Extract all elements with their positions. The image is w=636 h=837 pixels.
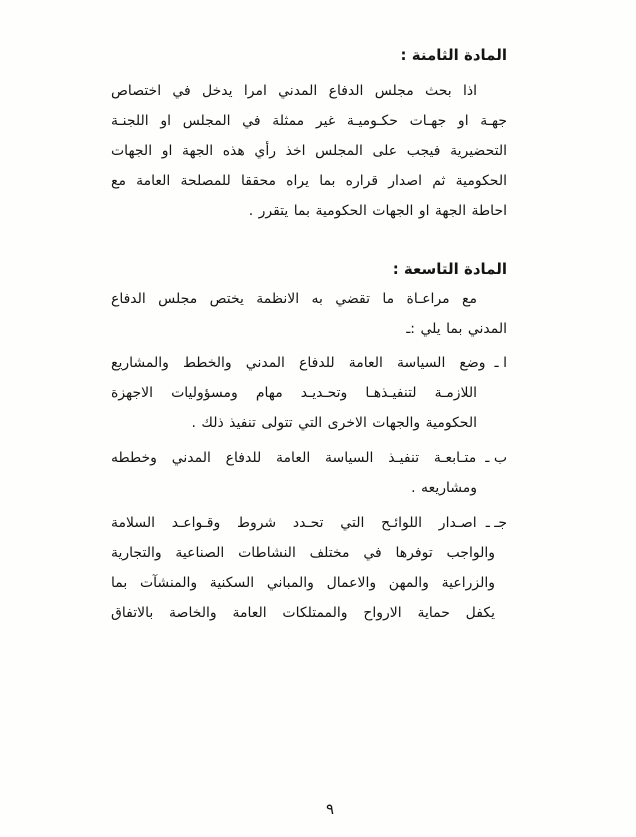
paragraph-line: المدني بما يلي :ـ bbox=[406, 321, 507, 337]
list-item-line: اصـدار اللوائـح التي تحـدد شروط وقـواعـد السلامة bbox=[111, 515, 477, 531]
page-number: ٩ bbox=[325, 800, 335, 818]
list-item-line: يكفل حماية الارواح والممتلكات العامة والخاصة بالاتفاق bbox=[111, 605, 495, 621]
list-item-line: وضع السياسة العامة للدفاع المدني والخطط والمشاريع bbox=[111, 355, 486, 371]
paragraph-line: الحكومية ثم اصدار قراره بما يراه محققا للمصلحة العامة مع bbox=[111, 173, 507, 189]
list-item-marker: جـ ـ bbox=[485, 515, 507, 531]
list-item-line: ومشاريعه . bbox=[411, 480, 477, 496]
paragraph-line: مع مراعـاة ما تقضي به الانظمة يختص مجلس الدفاع bbox=[111, 291, 477, 307]
list-item-b bbox=[111, 443, 507, 503]
paragraph-line: اذا بحث مجلس الدفاع المدني امرا يدخل في اختصاص bbox=[111, 83, 477, 99]
list-item-line: الحكومية والجهات الاخرى التي تتولى تنفيذ ذلك . bbox=[191, 415, 477, 431]
article-9-heading: المادة التاسعة : bbox=[392, 260, 507, 278]
article-9-intro bbox=[111, 284, 507, 344]
list-item-marker: ب ـ bbox=[485, 450, 507, 466]
list-item-j bbox=[111, 508, 507, 628]
list-item-line: والزراعية والمهن والاعمال والمباني السكنية والمنشآت بما bbox=[111, 575, 495, 591]
list-item-line: اللازمـة لتنفيـذهـا وتحـديـد مهام ومسؤوليات الاجهزة bbox=[111, 385, 477, 401]
page-content bbox=[111, 40, 507, 628]
list-item-a bbox=[111, 348, 507, 438]
list-item-line: والواجب توفرها في مختلف النشاطات الصناعية والتجارية bbox=[111, 545, 495, 561]
article-8-heading: المادة الثامنة : bbox=[400, 46, 507, 64]
list-item-line: متـابعـة تنفيـذ السياسة العامة للدفاع المدني وخططه bbox=[111, 450, 477, 466]
article-8-paragraph bbox=[111, 76, 507, 226]
paragraph-line: التحضيرية فيجب على المجلس اخذ رأي هذه الجهة او الجهات bbox=[111, 143, 507, 159]
paragraph-line: احاطة الجهة او الجهات الحكومية بما يتقرر . bbox=[248, 203, 507, 219]
list-item-marker: ا ـ bbox=[494, 355, 507, 371]
paragraph-line: جهـة او جهـات حكـوميـة غير ممثلة في المجلس او اللجنـة bbox=[111, 113, 507, 129]
